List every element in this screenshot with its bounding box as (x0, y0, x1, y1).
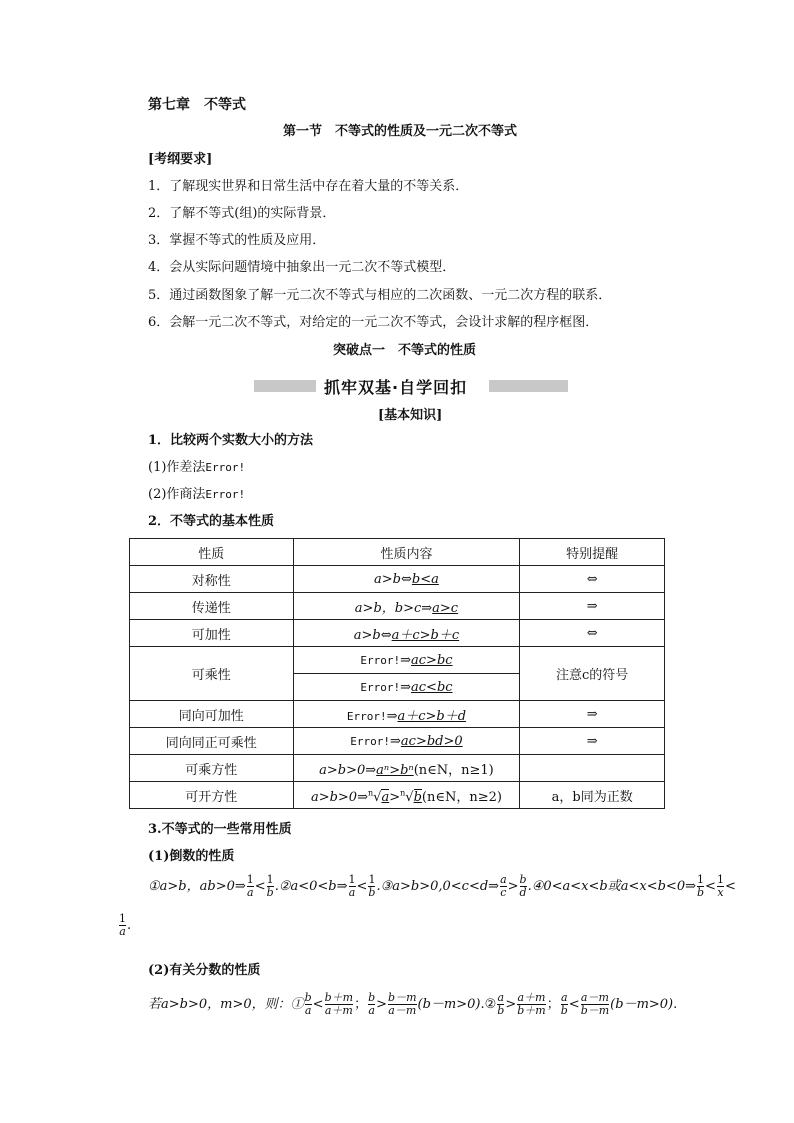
property-name: 同向可加性 (130, 701, 294, 728)
error-text: Error! (205, 488, 246, 501)
table-row (130, 647, 665, 674)
table-row (130, 728, 665, 755)
property-name: 可乘性 (130, 647, 294, 701)
table-row (130, 755, 665, 782)
property-content: a>b，b>c⇒a>c (293, 593, 520, 620)
banner-bar-right (489, 380, 568, 392)
property-note: 注意c的符号 (520, 647, 665, 701)
property-content: a>b⇔b<a (293, 566, 520, 593)
property-name: 可开方性 (130, 782, 294, 809)
table-row (130, 593, 665, 620)
table-header: 特别提醒 (520, 539, 665, 566)
s1-quot-method (148, 486, 245, 504)
property-note (520, 755, 665, 782)
s3-1-title: (1)倒数的性质 (148, 849, 235, 864)
property-name: 对称性 (130, 566, 294, 593)
outline-heading: [考纲要求] (148, 152, 213, 167)
property-content: Error!⇒ac<bc (293, 674, 520, 701)
s1-diff-label: (1)作差法 (148, 460, 206, 475)
property-content: a>b>0⇒$^n$√a>$^n$√b(n∈N，n≥2) (293, 782, 520, 809)
point-title: 突破点一 不等式的性质 (333, 343, 477, 358)
properties-table (129, 538, 665, 809)
property-note: ⇔ (520, 620, 665, 647)
property-content: Error!⇒a＋c>b＋d (293, 701, 520, 728)
property-note: ⇒ (520, 728, 665, 755)
table-row (130, 620, 665, 647)
table-header: 性质内容 (293, 539, 520, 566)
outline-item: 4．会从实际问题情境中抽象出一元二次不等式模型． (148, 260, 456, 275)
reciprocal-line: ①a>b，ab>0⇒ $\frac{1}{a}$ < $\frac{1}{b}$ .②a<0<b⇒ $\frac{1}{a}$ < $\frac{1}{b}$ .③a>b>0,0<c<d⇒ $\frac{a}{c}$ > $\frac{b}{d}$ .④0<a<x<b或a<x<b<0⇒ $\frac{1}{b}$ < $\frac{1}{x}$ < (148, 873, 736, 899)
fraction-property-line: 若a>b>0，m>0，则：① $\frac{b}{a}$ < $\frac{b+m}{a+m}$ ； $\frac{b}{a}$ > $\frac{b-m}{a-m}$ (b－m>0).② $\frac{a}{b}$ > $\frac{a+m}{b+m}$ ； $\frac{a}{b}$ < $\frac{a-m}{b-m}$ (b－m>0). (148, 991, 678, 1017)
s3-title: 3.不等式的一些常用性质 (148, 822, 292, 837)
property-content: Error!⇒ac>bc (293, 647, 520, 674)
error-text: Error! (205, 461, 246, 474)
property-content: Error!⇒ac>bd>0 (293, 728, 520, 755)
property-note: ⇒ (520, 701, 665, 728)
outline-item: 1．了解现实世界和日常生活中存在着大量的不等关系． (148, 179, 469, 194)
s2-title: 2．不等式的基本性质 (148, 514, 275, 529)
basic-knowledge-heading: [基本知识] (378, 408, 443, 423)
table-header: 性质 (130, 539, 294, 566)
chapter-title: 第七章 不等式 (148, 97, 246, 113)
outline-item: 6．会解一元二次不等式，对给定的一元二次不等式，会设计求解的程序框图． (148, 315, 599, 330)
outline-item: 2．了解不等式(组)的实际背景． (148, 206, 336, 221)
table-header-row (130, 539, 665, 566)
table-row (130, 782, 665, 809)
property-content: a>b⇔a＋c>b＋c (293, 620, 520, 647)
banner-title: 抓牢双基·自学回扣 (324, 378, 468, 397)
outline-item: 3．掌握不等式的性质及应用． (148, 233, 326, 248)
s1-diff-method (148, 459, 245, 477)
property-name: 可加性 (130, 620, 294, 647)
banner-bar-left (254, 380, 316, 392)
outline-item: 5．通过函数图象了解一元二次不等式与相应的二次函数、一元二次方程的联系． (148, 288, 612, 303)
section-title: 第一节 不等式的性质及一元二次不等式 (283, 124, 518, 139)
property-name: 可乘方性 (130, 755, 294, 782)
property-name: 传递性 (130, 593, 294, 620)
property-name: 同向同正可乘性 (130, 728, 294, 755)
table-row (130, 566, 665, 593)
table-row (130, 701, 665, 728)
property-note: ⇒ (520, 593, 665, 620)
property-note: ⇔ (520, 566, 665, 593)
property-content: a>b>0⇒aⁿ>bⁿ(n∈N，n≥1) (293, 755, 520, 782)
s3-2-title: (2)有关分数的性质 (148, 963, 261, 978)
s1-title: 1．比较两个实数大小的方法 (148, 433, 314, 448)
s1-quot-label: (2)作商法 (148, 487, 206, 502)
property-note: a，b同为正数 (520, 782, 665, 809)
reciprocal-line-cont: $\frac{1}{a}$ . (119, 912, 132, 938)
